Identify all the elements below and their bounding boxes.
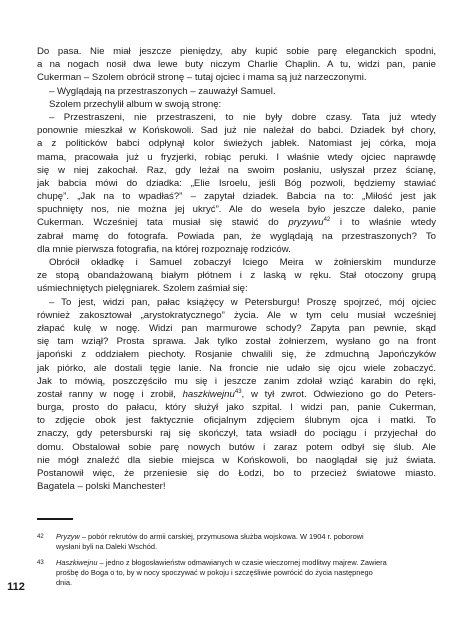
text-line: [37, 151, 436, 164]
footnote-ref: 43: [234, 388, 242, 395]
text-run: złapać kulę w nogę. Widzi pan marmurowe schody? Zapyta pan pewnie, skąd: [37, 322, 436, 334]
text-line: [37, 401, 436, 414]
text-line: [37, 388, 436, 401]
text-line: [37, 177, 436, 190]
text-run: znaczy, gdy petersburski raj się skończył, tata wsiadł do pociągu i przyjechał do: [37, 428, 436, 440]
text-line: [37, 427, 436, 440]
text-run: Szolem przechylił album w swoją stronę:: [49, 98, 222, 110]
text-line: [37, 309, 436, 322]
text-run: Postanowił więc, że przeniesie się do Łodzi, bo to przecież światowe miasto.: [37, 468, 436, 479]
text-run: – Przestraszeni, nie przestraszeni, to nie były dobre czasy. Tata już wtedy: [49, 111, 436, 123]
text-line: [37, 282, 436, 295]
text-run: burga, prosto do pałacu, który służył jako szpital. I widzi pan, panie Cukerman,: [37, 402, 436, 414]
text-line: [37, 362, 436, 375]
italic-term: Pryzyw: [56, 532, 80, 541]
text-line: [37, 467, 436, 480]
text-run: prośbę do Boga o to, by w nocy spoczywać w pokoju i szczęśliwie powrócić do życia następnego: [56, 568, 373, 578]
page-number: 112: [7, 581, 25, 593]
text-run: domu. Obstalował sobie parę nowych butów i zaraz potem odbył się ślub. Ale: [37, 441, 436, 453]
footnote-number: 43: [37, 560, 44, 566]
text-run: – To jest, widzi pan, pałac książęcy w Petersburgu! Proszę spojrzeć, mój ojciec: [49, 296, 436, 308]
text-run: został ranny w nogę i zrobił,: [37, 388, 183, 400]
text-line: [37, 58, 436, 71]
footnote-line: [56, 568, 436, 578]
text-run: spuchnięty nos, nie można jej ukryć”. Ale do wesela było jeszcze daleko, panie: [37, 204, 436, 216]
text-run: Do pasa. Nie miał jeszcze pieniędzy, aby kupić sobie parę eleganckich spodni,: [37, 46, 436, 57]
text-run: dnia.: [56, 578, 73, 588]
footnote-number: 42: [37, 534, 44, 540]
text-line: [37, 71, 436, 84]
text-line: [37, 454, 436, 467]
footnote-line: [56, 532, 436, 542]
text-run: jak babcia mówi do dziadka: „Elie Isroelu, jeśli Bóg pozwoli, będziemy stawiać: [37, 177, 436, 189]
text-line: [37, 256, 436, 269]
text-run: – Wyglądają na przestraszonych – zauważył Samuel.: [49, 85, 276, 97]
text-line: [37, 137, 436, 150]
text-line: [37, 375, 436, 388]
text-line: [37, 322, 436, 335]
text-line: [37, 190, 436, 203]
text-line: [37, 296, 436, 309]
text-run: a na nogach nosił dwa lewe buty niczym Charlie Chaplin. A tu, widzi pan, panie: [37, 59, 436, 71]
text-run: się w niej zakochał. Raz, gdy leżał na swoim posłaniu, usłyszał przez ścianę,: [37, 164, 436, 176]
text-line: [37, 243, 436, 256]
text-run: również zakosztował „arystokratycznego” życia. Ale w tym celu musiał wcześniej: [37, 309, 436, 321]
text-run: – jedno z błogosławieństw odmawianych w czasie wieczornej modlitwy majrew. Zawiera: [97, 558, 387, 567]
text-line: [37, 85, 436, 98]
text-line: [37, 441, 436, 454]
footnote-line: [56, 558, 436, 568]
text-run: zabrał mamę do fotografa. Powiada pan, że wyglądają na przestraszonych? To: [37, 230, 436, 242]
text-run: Cukerman – Szolem obrócił stronę – tutaj ojciec i mama są już narzeczonymi.: [37, 72, 367, 84]
italic-term: haszkiwejnu: [182, 388, 235, 400]
body-text: [37, 45, 436, 493]
text-run: wysłani byli na Daleki Wschód.: [56, 542, 158, 552]
text-run: ponownie mieszkał w Końskowoli. Sad już nie należał do babci. Dziadek był chory,: [37, 125, 436, 137]
text-line: [37, 203, 436, 216]
footnote-ref: 42: [323, 217, 331, 224]
text-run: – pobór rekrutów do armii carskiej, przymusowa służba wojskowa. W 1904 r. poborowi: [79, 532, 364, 541]
text-run: nie mógł znaleźć dla siebie miejsca w Końskowoli, bo naoglądał się już świata.: [37, 454, 436, 466]
text-line: [37, 216, 436, 229]
italic-term: pryzywu: [288, 217, 324, 229]
text-run: chupę”. „Jak na to wpadłaś?” – zapytał dziadek. Babcia na to: „Miłość jest jak: [37, 191, 436, 203]
text-run: Bagatela – polski Manchester!: [37, 481, 166, 493]
text-run: się tam wziął? Prosta sprawa. Jak tylko został żołnierzem, wysłano go na front: [37, 336, 436, 348]
text-run: i to właśnie wtedy: [330, 217, 436, 229]
footnote-text: [56, 532, 436, 552]
text-line: [37, 111, 436, 124]
text-run: Cukerman. Wcześniej tata musiał się stawić do: [37, 217, 289, 229]
text-run: jak piórko, ale dostali tęgie lanie. Na froncie nie udało się ojcu wiele zobaczyć.: [37, 362, 436, 374]
text-line: [37, 98, 436, 111]
footnote-text: [56, 558, 436, 589]
text-run: Obrócił okładkę i Samuel zobaczył Iciego Meira w żołnierskim mundurze: [49, 257, 436, 268]
footnote-line: [56, 542, 436, 552]
text-run: dla mnie pierwsza fotografia, na której rozpoznaję rodziców.: [37, 243, 291, 255]
text-line: [37, 164, 436, 177]
text-run: a z politicków babci odpłynął kolor świeżych jabłek. Natomiast jej córka, moja: [37, 138, 436, 150]
text-line: [37, 414, 436, 427]
footnote-separator: [37, 518, 73, 520]
text-line: [37, 230, 436, 243]
text-line: [37, 45, 436, 58]
text-run: , w tył zwrot. Odwieziono go do Peters-: [241, 388, 437, 400]
text-run: to zdjęcie obok jest faktycznie oficjalnym zdjęciem ślubnym ojca i matki. To: [37, 415, 436, 427]
text-line: [37, 124, 436, 137]
text-run: ze stopą obandażowaną białym płótnem i z laską w ręku. Stał otoczony grupą: [37, 270, 436, 282]
text-run: japoński z oddziałem piechoty. Rosjanie chwalili się, że zdmuchną Japończyków: [37, 349, 436, 361]
text-line: [37, 480, 436, 493]
text-line: [37, 335, 436, 348]
text-line: [37, 348, 436, 361]
text-line: [37, 269, 436, 282]
text-run: uśmiechniętych pielęgniarek. Szolem zaśmiał się:: [37, 283, 248, 295]
text-run: Jak to mówią, poszczęściło mu się i jeszcze zanim zdołał wziąć karabin do ręki,: [37, 375, 436, 387]
footnote-line: [56, 578, 436, 588]
text-run: mama, pracowała już u fryzjerki, robiąc peruki. I właśnie wtedy ojciec naprawdę: [37, 151, 436, 163]
italic-term: Haszkiwejnu: [56, 558, 98, 567]
